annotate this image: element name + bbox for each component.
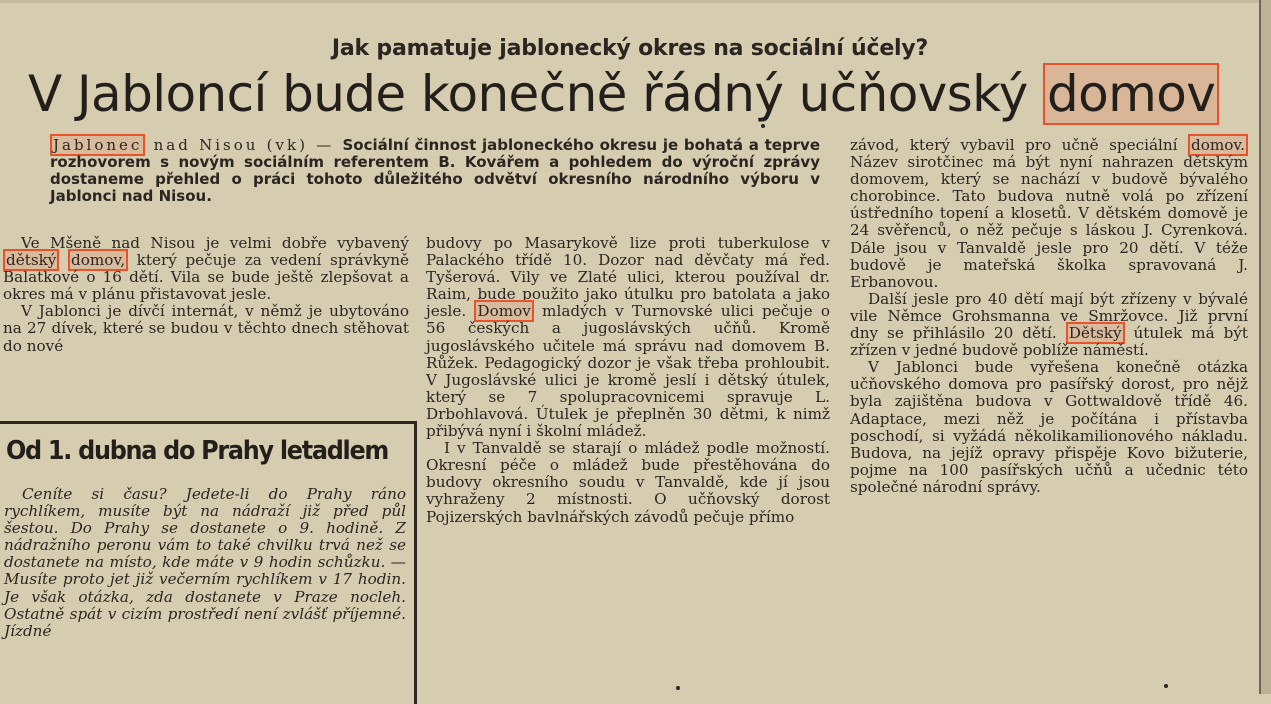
text-run: závod, který vybavil pro učně speciální	[850, 136, 1188, 154]
search-highlight: Dětský	[1066, 322, 1125, 344]
search-highlight: domov,	[68, 249, 128, 271]
search-highlight: dětský	[3, 249, 59, 271]
headline-highlight: domov	[1043, 63, 1219, 125]
ink-speck	[676, 686, 680, 690]
paragraph: Ceníte si času? Jedete-li do Prahy ráno rychlíkem, musíte být na nádraží již před půl šestou. Do Prahy se dostanete o 9. hodině. Z nádražního peronu vám to také chvilku trvá než se dostanete na místo, kde máte v 9 hodin schůzku. — Musíte proto jet již večerním rychlíkem v 17 hodin. Je však otázka, zda dostanete v Praze nocleh. Ostatně spát v cizím prostředí není zvlášť příjemné. Jízdné	[4, 485, 406, 640]
article-headline	[28, 58, 1243, 130]
column-2	[426, 235, 830, 526]
dateline-rest: nad Nisou (vk) —	[145, 136, 343, 154]
article-lead	[50, 137, 820, 205]
search-highlight: domov.	[1188, 134, 1248, 156]
article-kicker: Jak pamatuje jablonecký okres na sociální účely?	[331, 36, 929, 61]
column-3	[850, 137, 1248, 496]
paragraph: V Jablonci je dívčí internát, v němž je ubytováno na 27 dívek, které se budou v těchto dnech stěhovat do nové	[3, 302, 409, 355]
column-1	[3, 235, 409, 355]
sidebar-box-text	[4, 486, 406, 640]
paragraph	[850, 137, 1248, 291]
ink-speck	[761, 124, 765, 128]
search-highlight: Domov	[474, 300, 533, 322]
page-right-edge	[1259, 0, 1271, 694]
text-run: Název sirotčinec má být nyní nahrazen dětským domovem, který se nachází v budově bývalého chorobince. Tato budova nutně volá po zřízení ústředního topení a klosetů. V dětském domově je 24 svěřenců, o něž pečuje s láskou J. Cyrenková. Dále jsou v Tanvaldě jesle pro 20 dětí. V téže budově je mateřská školka spravovaná J. Erbanovou.	[850, 153, 1248, 291]
paragraph	[3, 235, 409, 303]
text-run: Ve Mšeně nad Nisou je velmi dobře vybavený	[21, 234, 409, 252]
text-run: útulek má být zřízen v jedné budově poblíže náměstí.	[850, 324, 1249, 360]
paragraph	[850, 291, 1248, 359]
paragraph: V Jablonci bude vyřešena konečně otázka učňovského domova pro pasířský dorost, pro nějž byla zajištěna budova v Gottwaldově třídě 46. Adaptace, mezi něž je počítána i přístavba poschodí, si vyžádá několikamilionového nákladu. Budova, na jejíž opravy přispěje Kovo bižuterie, pojme na 100 pasířských učňů a učednic této společné národní správy.	[850, 358, 1248, 496]
paragraph: I v Tanvaldě se starají o mládež podle možností. Okresní péče o mládež bude přestěhována do budovy okresního soudu v Tanvaldě, kde jí jsou vyhraženy 2 místnosti. O učňovský dorost Pojizerských bavlnářských závodů pečuje přímo	[426, 439, 830, 526]
text-run: mladých v Turnovské ulici pečuje o 56 českých a jugoslávských učňů. Kromě jugoslávského učitele má správu nad domovem B. Růžek. Pedagogický dozor je však třeba prohloubit. V Jugoslávské ulici je kromě jeslí i dětský útulek, který se 7 spolupracovnicemi spravuje L. Drbohlavová. Útulek je přeplněn 30 dětmi, k nimž přibývá nyní i školní mládež.	[426, 302, 830, 441]
sidebar-box-title: Od 1. dubna do Prahy letadlem	[6, 436, 389, 466]
text-run	[59, 251, 68, 269]
dateline-place: Jablonec	[50, 134, 145, 156]
text-run: budovy po Masarykově lize proti tuberkulose v Palackého třídě 10. Dozor nad děvčaty má řed. Tyšerová. Vily ve Zlaté ulici, kterou používal dr. Raim, bude použito jako útulku pro batolata a jako jesle.	[426, 234, 830, 321]
lead-text: Sociální činnost jabloneckého okresu je bohatá a teprve rozhovorem s novým sociálním referentem B. Kovářem a pohledem do výroční zprávy dostaneme přehled o práci tohoto důležitého odvětví okresního národního výboru v Jablonci nad Nisou.	[50, 136, 821, 206]
text-run: který pečuje za vedení správkyně Balatkové o 16 dětí. Vila se bude ještě zlepšovat a okres má v plánu přistavovat jesle.	[3, 251, 409, 304]
text-run: Další jesle pro 40 dětí mají být zřízeny v bývalé vile Němce Grohsmanna ve Smržovce. Již první dny se přihlásilo 20 dětí.	[850, 289, 1248, 343]
page-top-edge	[0, 0, 1260, 3]
headline-text: V Jabloncí bude konečně řádný učňovský	[28, 65, 1028, 123]
paragraph	[426, 235, 830, 440]
ink-speck	[1164, 684, 1168, 688]
